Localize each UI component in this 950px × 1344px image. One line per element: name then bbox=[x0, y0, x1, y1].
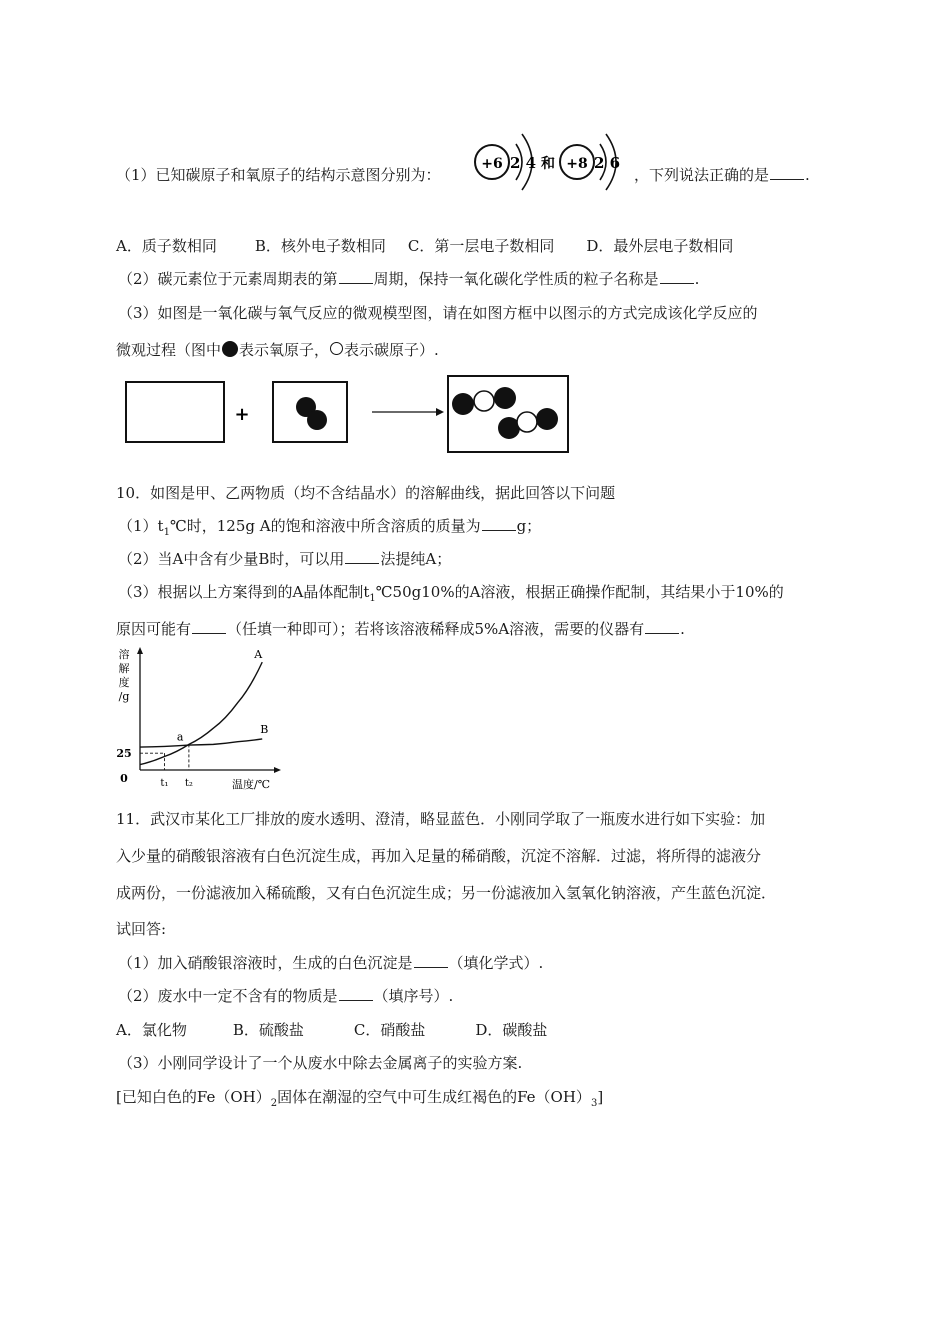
reaction-arrow-head bbox=[436, 408, 444, 416]
q9-option-d: D．最外层电子数相同 bbox=[586, 237, 734, 255]
q11-note-c: ] bbox=[597, 1088, 604, 1106]
y-axis-label-char: 溶 bbox=[118, 648, 130, 661]
q11-part2 bbox=[118, 986, 453, 1006]
q10-part1-a: （1）t bbox=[118, 517, 164, 535]
q11-options bbox=[116, 1020, 585, 1040]
curve-A bbox=[140, 662, 262, 764]
q10-part3-sub: 1 bbox=[369, 593, 376, 604]
q9-option-c: C．第一层电子数相同 bbox=[407, 237, 555, 255]
y-axis-arrow bbox=[137, 647, 143, 654]
and-label: 和 bbox=[541, 156, 555, 172]
q9-option-b: B．核外电子数相同 bbox=[254, 237, 386, 255]
product-oxygen-atom bbox=[536, 408, 558, 430]
product-carbon-atom bbox=[474, 391, 494, 411]
x-axis-arrow bbox=[274, 767, 281, 773]
product-oxygen-atom bbox=[494, 387, 516, 409]
intersection-label: a bbox=[176, 730, 184, 744]
q10-part3-line1a: （3）根据以上方案得到的A晶体配制t bbox=[118, 583, 370, 601]
oxygen-atom-icon bbox=[222, 341, 238, 357]
q10-part2 bbox=[118, 549, 451, 569]
q11-line4: 试回答: bbox=[116, 920, 167, 938]
q9-part1-after: ，下列说法正确的是 bbox=[634, 166, 770, 184]
oxygen-atom bbox=[307, 410, 327, 430]
origin-label: 0 bbox=[120, 772, 128, 785]
q10-blank-1 bbox=[482, 516, 516, 531]
q9-part3-line1: （3）如图是一氧化碳与氧气反应的微观模型图，请在如图方框中以图示的方式完成该化学反应的 bbox=[118, 304, 758, 322]
q9-part2-c: . bbox=[694, 270, 700, 288]
x-tick-label: t₂ bbox=[184, 778, 193, 789]
q10-part3-line2c: . bbox=[680, 620, 685, 638]
q11-option-d: D．碳酸盐 bbox=[475, 1021, 548, 1039]
carbon-nucleus-label: +6 bbox=[481, 156, 503, 172]
q10-part3-line2b: （任填一种即可）；若将该溶液稀释成5%A溶液，需要的仪器有 bbox=[227, 620, 645, 638]
q11-line3: 成两份，一份滤液加入稀硫酸，又有白色沉淀生成；另一份滤液加入氢氧化钠溶液，产生蓝色沉淀． bbox=[116, 884, 777, 902]
product-carbon-atom bbox=[517, 412, 537, 432]
carbon-atom-icon bbox=[330, 342, 343, 355]
y-axis-label-char: /g bbox=[118, 690, 130, 703]
curve-B bbox=[140, 739, 262, 747]
q9-blank-3 bbox=[660, 269, 694, 284]
q11-note bbox=[116, 1087, 603, 1114]
q10-part3-line2a: 原因可能有 bbox=[116, 620, 192, 638]
q10-blank-3 bbox=[192, 619, 226, 634]
q10-part3-line2 bbox=[116, 619, 685, 639]
q10-part1-sub: 1 bbox=[163, 527, 170, 538]
q11-part1-a: （1）加入硝酸银溶液时，生成的白色沉淀是 bbox=[118, 954, 413, 972]
plus-sign: + bbox=[234, 404, 250, 425]
q11-part2-a: （2）废水中一定不含有的物质是 bbox=[118, 987, 338, 1005]
q10-part1-b: ℃时，125g A的饱和溶液中所含溶质的质量为 bbox=[169, 517, 481, 535]
y-axis-label-char: 解 bbox=[118, 662, 130, 675]
q11-part2-b: （填序号）. bbox=[373, 987, 454, 1005]
y-tick-label: 25 bbox=[116, 747, 132, 761]
q10-part2-b: 法提纯A； bbox=[380, 550, 452, 568]
q11-line1: 11．武汉市某化工厂排放的废水透明、澄清，略显蓝色．小刚同学取了一瓶废水进行如下实验：加 bbox=[116, 810, 766, 828]
atom-structure-diagram bbox=[472, 128, 632, 198]
q11-note-a: [已知白色的Fe（OH） bbox=[116, 1088, 271, 1106]
q10-blank-4 bbox=[645, 619, 679, 634]
q10-part1-c: g； bbox=[516, 517, 542, 535]
q9-part1-end: . bbox=[805, 166, 810, 184]
q11-note-sub1: 2 bbox=[270, 1098, 278, 1109]
x-tick-label: t₁ bbox=[160, 778, 169, 789]
q11-part1-b: （填化学式）. bbox=[448, 954, 544, 972]
q11-option-c: C．硝酸盐 bbox=[353, 1021, 426, 1039]
q9-part2 bbox=[118, 269, 699, 289]
product-oxygen-atom bbox=[452, 393, 474, 415]
q9-part1-tail bbox=[634, 165, 810, 185]
series-label-B: B bbox=[260, 722, 269, 736]
q9-part1 bbox=[116, 165, 441, 185]
q9-part1-text: （1）已知碳原子和氧原子的结构示意图分别为： bbox=[116, 166, 441, 184]
q9-blank-2 bbox=[339, 269, 373, 284]
q9-part3-line2 bbox=[116, 340, 439, 360]
q11-blank-1 bbox=[414, 953, 448, 968]
q10-part1 bbox=[118, 516, 541, 543]
series-label-A: A bbox=[254, 648, 263, 662]
q11-note-b: 固体在潮湿的空气中可生成红褐色的Fe（OH） bbox=[277, 1088, 591, 1106]
empty-box[interactable] bbox=[126, 382, 224, 442]
q9-option-a: A．质子数相同 bbox=[116, 237, 217, 255]
oxygen-shell-numbers: 2 6 bbox=[594, 154, 621, 172]
q9-part3-line2b: 表示氧原子， bbox=[239, 341, 330, 359]
q9-blank-1 bbox=[770, 165, 804, 180]
q11-part3: （3）小刚同学设计了一个从废水中除去金属离子的实验方案. bbox=[118, 1054, 523, 1072]
carbon-shell-numbers: 2 4 bbox=[510, 154, 537, 172]
x-axis-label: 温度/℃ bbox=[231, 778, 270, 791]
q9-part2-b: 周期，保持一氧化碳化学性质的粒子名称是 bbox=[373, 270, 659, 288]
q10-stem: 10．如图是甲、乙两物质（均不含结晶水）的溶解曲线，据此回答以下问题 bbox=[116, 484, 616, 502]
q11-blank-2 bbox=[339, 986, 373, 1001]
q9-part3-line2a: 微观过程（图中 bbox=[116, 341, 222, 359]
q11-note-sub2: 3 bbox=[590, 1098, 598, 1109]
q11-option-a: A．氯化物 bbox=[116, 1021, 187, 1039]
q10-part3-line1 bbox=[118, 582, 784, 609]
q10-part3-line1b: ℃50g10%的A溶液，根据正确操作配制，其结果小于10%的 bbox=[375, 583, 784, 601]
q10-part2-a: （2）当A中含有少量B时，可以用 bbox=[118, 550, 345, 568]
solubility-chart bbox=[112, 644, 284, 794]
reaction-model-diagram bbox=[118, 374, 578, 456]
q11-option-b: B．硫酸盐 bbox=[232, 1021, 304, 1039]
q10-blank-2 bbox=[345, 549, 379, 564]
q11-part1 bbox=[118, 953, 543, 973]
y-axis-label-char: 度 bbox=[118, 676, 130, 689]
oxygen-nucleus-label: +8 bbox=[566, 156, 588, 172]
q9-part3-line2c: 表示碳原子）. bbox=[344, 341, 439, 359]
q9-options bbox=[116, 236, 771, 256]
q11-line2: 入少量的硝酸银溶液有白色沉淀生成，再加入足量的稀硝酸，沉淀不溶解．过滤，将所得的滤液分 bbox=[116, 847, 762, 865]
q9-part2-a: （2）碳元素位于元素周期表的第 bbox=[118, 270, 338, 288]
